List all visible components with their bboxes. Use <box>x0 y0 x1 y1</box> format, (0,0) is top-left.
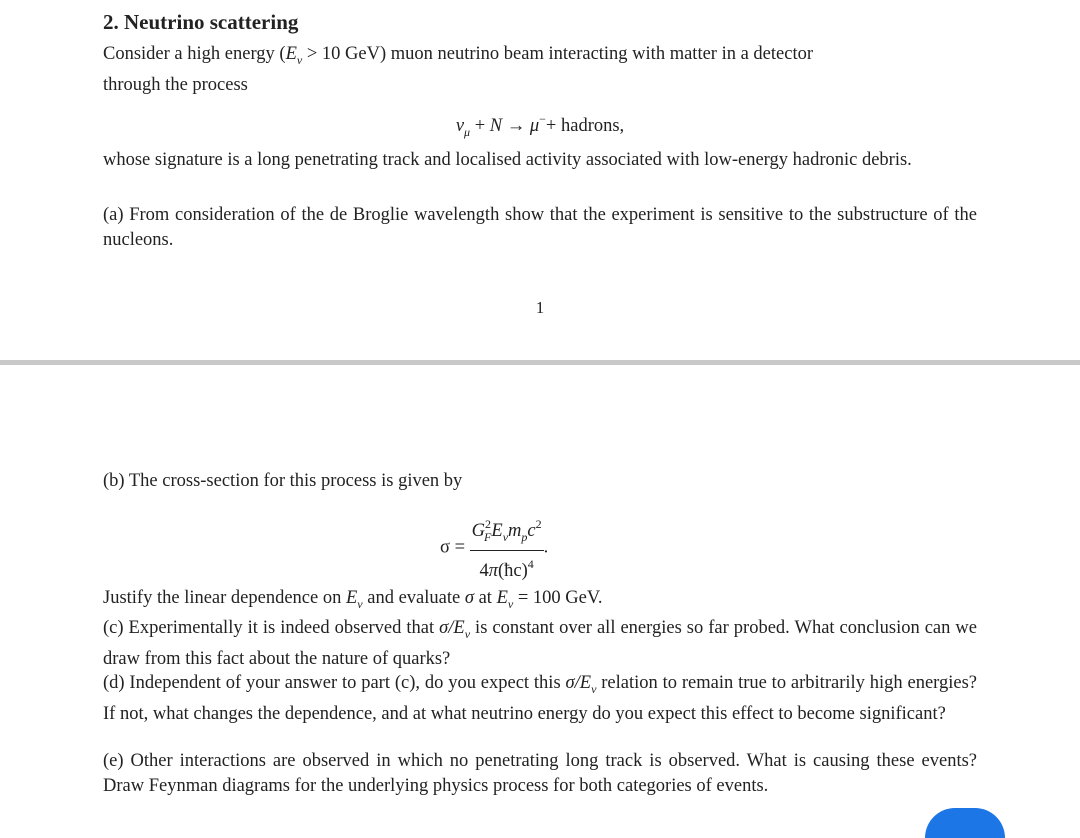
part-e-paragraph: (e) Other interactions are observed in which no penetrating long track is observed. What is causing these events? Draw Feynman diagrams for the underlying physics process for both categories of events. <box>103 751 977 796</box>
cross-section-fraction <box>470 512 544 583</box>
part-c-paragraph: (c) Experimentally it is indeed observed that $\sigma/E_\nu$ is constant over all energies so far probed. What conclusion can we draw from this fact about the nature of quarks? <box>103 618 977 669</box>
intro-paragraph: Consider a high energy ($E_\nu > 10$ GeV) muon neutrino beam interacting with matter in a detector through the process <box>103 44 814 95</box>
part-a-paragraph: (a) From consideration of the de Broglie wavelength show that the experiment is sensitive to the substructure of the nucleons. <box>103 205 977 250</box>
page-number: 1 <box>535 298 545 317</box>
section-title: 2. Neutrino scattering <box>103 10 299 34</box>
cross-section-equation: σ = $\frac{G^2_FE_\nu m_pc^2}{4\pi(ħc)^4}$ . <box>440 512 640 583</box>
fraction-denominator: 4π(ħc)$^4$ <box>479 557 534 581</box>
process-equation: $\nu_\mu + N \to \mu^-+$ hadrons, <box>455 112 625 139</box>
justify-paragraph: Justify the linear dependence on $E_\nu$ and evaluate σ at $E_\nu = 100$ GeV. <box>103 588 603 611</box>
part-b-paragraph: (b) The cross-section for this process is given by <box>103 471 463 491</box>
part-d-paragraph: (d) Independent of your answer to part (c), do you expect this $\sigma/E_\nu$ relation to remain true to arbitrarily high energies? If not, what changes the dependence, and at what neutrino energy do you expect this effect to become significant? <box>103 673 977 724</box>
signature-paragraph: whose signature is a long penetrating track and localised activity associated with low-energy hadronic debris. <box>103 150 912 170</box>
fraction-numerator: $G^2_FE_\nu m_pc^2$ <box>470 512 544 551</box>
